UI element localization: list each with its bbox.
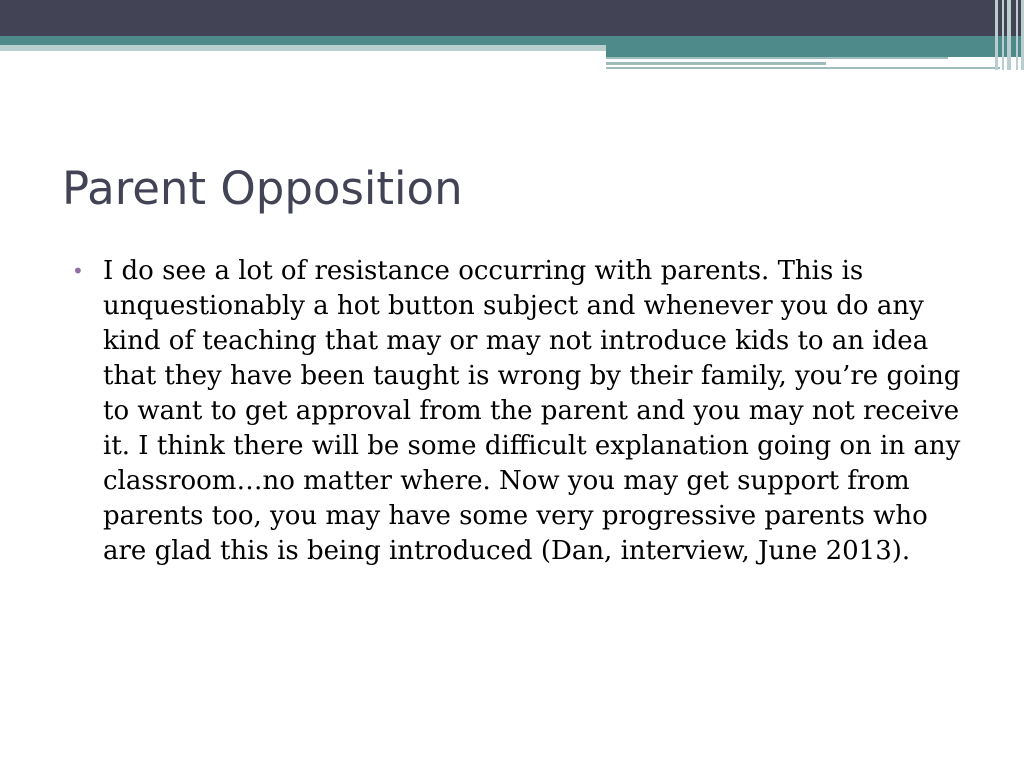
- header-accent-line: [606, 62, 826, 65]
- header-accent-line: [606, 57, 948, 59]
- vertical-stripe: [1002, 0, 1004, 70]
- header-vertical-stripes: [994, 0, 1024, 70]
- bullet-marker: •: [72, 259, 84, 283]
- vertical-stripe: [995, 0, 998, 70]
- header-dark-band: [0, 0, 1024, 36]
- header-accent-line: [606, 67, 1000, 69]
- bullet-list: [72, 254, 962, 569]
- header-teal-band: [0, 36, 1024, 45]
- header-right-teal-band: [606, 45, 1024, 57]
- bullet-item: [72, 254, 962, 569]
- vertical-stripe: [1016, 0, 1018, 70]
- bullet-text: I do see a lot of resistance occurring with parents. This is unquestionably a hot button subject and whenever you do any kind of teaching that may or may not introduce kids to an idea that they have been taught is wrong by their family, you’re going to want to get approval from the parent and you may not receive it. I think there will be some difficult explanation going on in any classroom…no matter where. Now you may get support from parents too, you may have some very progressive parents who are glad this is being introduced (Dan, interview, June 2013).: [103, 256, 961, 566]
- slide-title: Parent Opposition: [62, 162, 463, 215]
- vertical-stripe: [1007, 0, 1011, 70]
- header-light-band: [0, 45, 606, 51]
